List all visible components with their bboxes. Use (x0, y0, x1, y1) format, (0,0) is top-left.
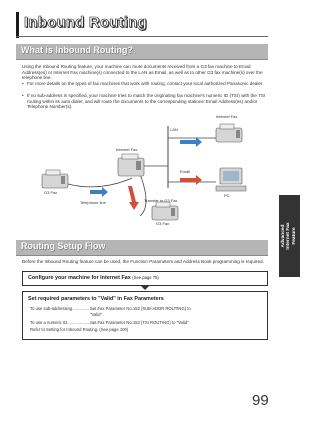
label-internet-fax-top: Internet Fax (216, 114, 238, 119)
label-pc: PC (224, 193, 230, 198)
label-transfer: Transfer to G3 Fax (144, 198, 178, 203)
title-underline (16, 36, 268, 37)
parameter-value: Set Fax Parameter No.152 (SUB-ADDR ROUTING) to (90, 306, 191, 311)
flow-arrow-down-icon (140, 285, 150, 290)
label-g3-fax-left: G3 Fax (44, 190, 58, 195)
internet-fax-top-icon (216, 124, 242, 142)
side-tab-line: Feature (291, 227, 297, 245)
diagram-graphic (40, 116, 264, 228)
parameter-note: Refer to Setting for Inbound Routing. (See page 100) (30, 327, 129, 332)
bullet-symbol: • (22, 93, 24, 98)
label-telephone-line: Telephone line (80, 200, 106, 205)
step-parameters-box (22, 291, 268, 340)
section-heading-text: What is Inbound Routing? (21, 45, 133, 55)
transfer-line-path (140, 174, 146, 216)
parameter-row (30, 306, 191, 311)
label-email: Email (180, 169, 191, 174)
label-g3-fax-bottom: G3 Fax (156, 221, 170, 226)
section-heading-what-is (16, 44, 268, 60)
internet-fax-mid-icon (118, 154, 144, 176)
setup-paragraph: Before the Inbound Routing feature can be used, the Function Parameters and Address Book programming is required. (22, 259, 264, 264)
telephone-line-path (68, 178, 132, 187)
chapter-side-tab (279, 195, 300, 277)
parameter-key: To use a numeric ID........................... (30, 320, 99, 325)
pc-icon (216, 168, 246, 191)
step-configure-text (28, 275, 159, 281)
page-number: 99 (252, 392, 269, 409)
step-parameters-label: Set required parameters to "Valid" in Fax Parameters (28, 296, 164, 302)
parameter-value: "Valid". (90, 312, 104, 317)
g3-fax-bottom-icon (152, 202, 178, 220)
intro-paragraph: Using the Inbound Routing feature, your machine can route documents received from a G3 fax machine to Email Address(es) or Internet Fax machine(s) connected to the LAN as Email, as well as to other G3 fax machine(s) over the telephone line. (22, 64, 263, 81)
section-heading-text: Routing Setup Flow (21, 241, 106, 251)
parameter-key: To use sub-addressing....................... (30, 306, 99, 311)
title-accent-bar (16, 12, 19, 38)
page-title: Inbound Routing (24, 14, 147, 31)
g3-fax-left-icon (42, 170, 68, 188)
step-configure-box (22, 271, 268, 286)
bullet-text: For more details on the types of fax machines that work with routing, contact your local authorized Panasonic dealer. (27, 81, 264, 86)
bullet-symbol: • (22, 81, 24, 86)
side-tab-text (281, 197, 297, 275)
label-lan: LAN (170, 127, 178, 132)
routing-diagram (40, 116, 264, 228)
title-block (16, 12, 268, 38)
parameter-value: Set Fax Parameter No.153 (TSI ROUTING) to "Valid". (90, 320, 190, 325)
step-configure-ref: (See page 75) (132, 275, 159, 280)
side-tab-line: Advanced (281, 224, 286, 248)
side-tab-line: Internet Fax (286, 222, 292, 250)
step-configure-label: Configure your machine for Internet Fax (28, 275, 131, 281)
bullet-text: If no sub-address is specified, your machine tries to match the originating fax machine's numeric ID (TSI) with the TSI routing within its auto dialer, and will route the documents to the corresponding stations' Email Address(es) and/or Telephone Number(s). (27, 93, 266, 110)
parameter-row (30, 320, 190, 325)
label-internet-fax-mid: Internet Fax (116, 147, 138, 152)
parameter-row (30, 312, 104, 317)
section-heading-setup-flow (16, 240, 268, 256)
